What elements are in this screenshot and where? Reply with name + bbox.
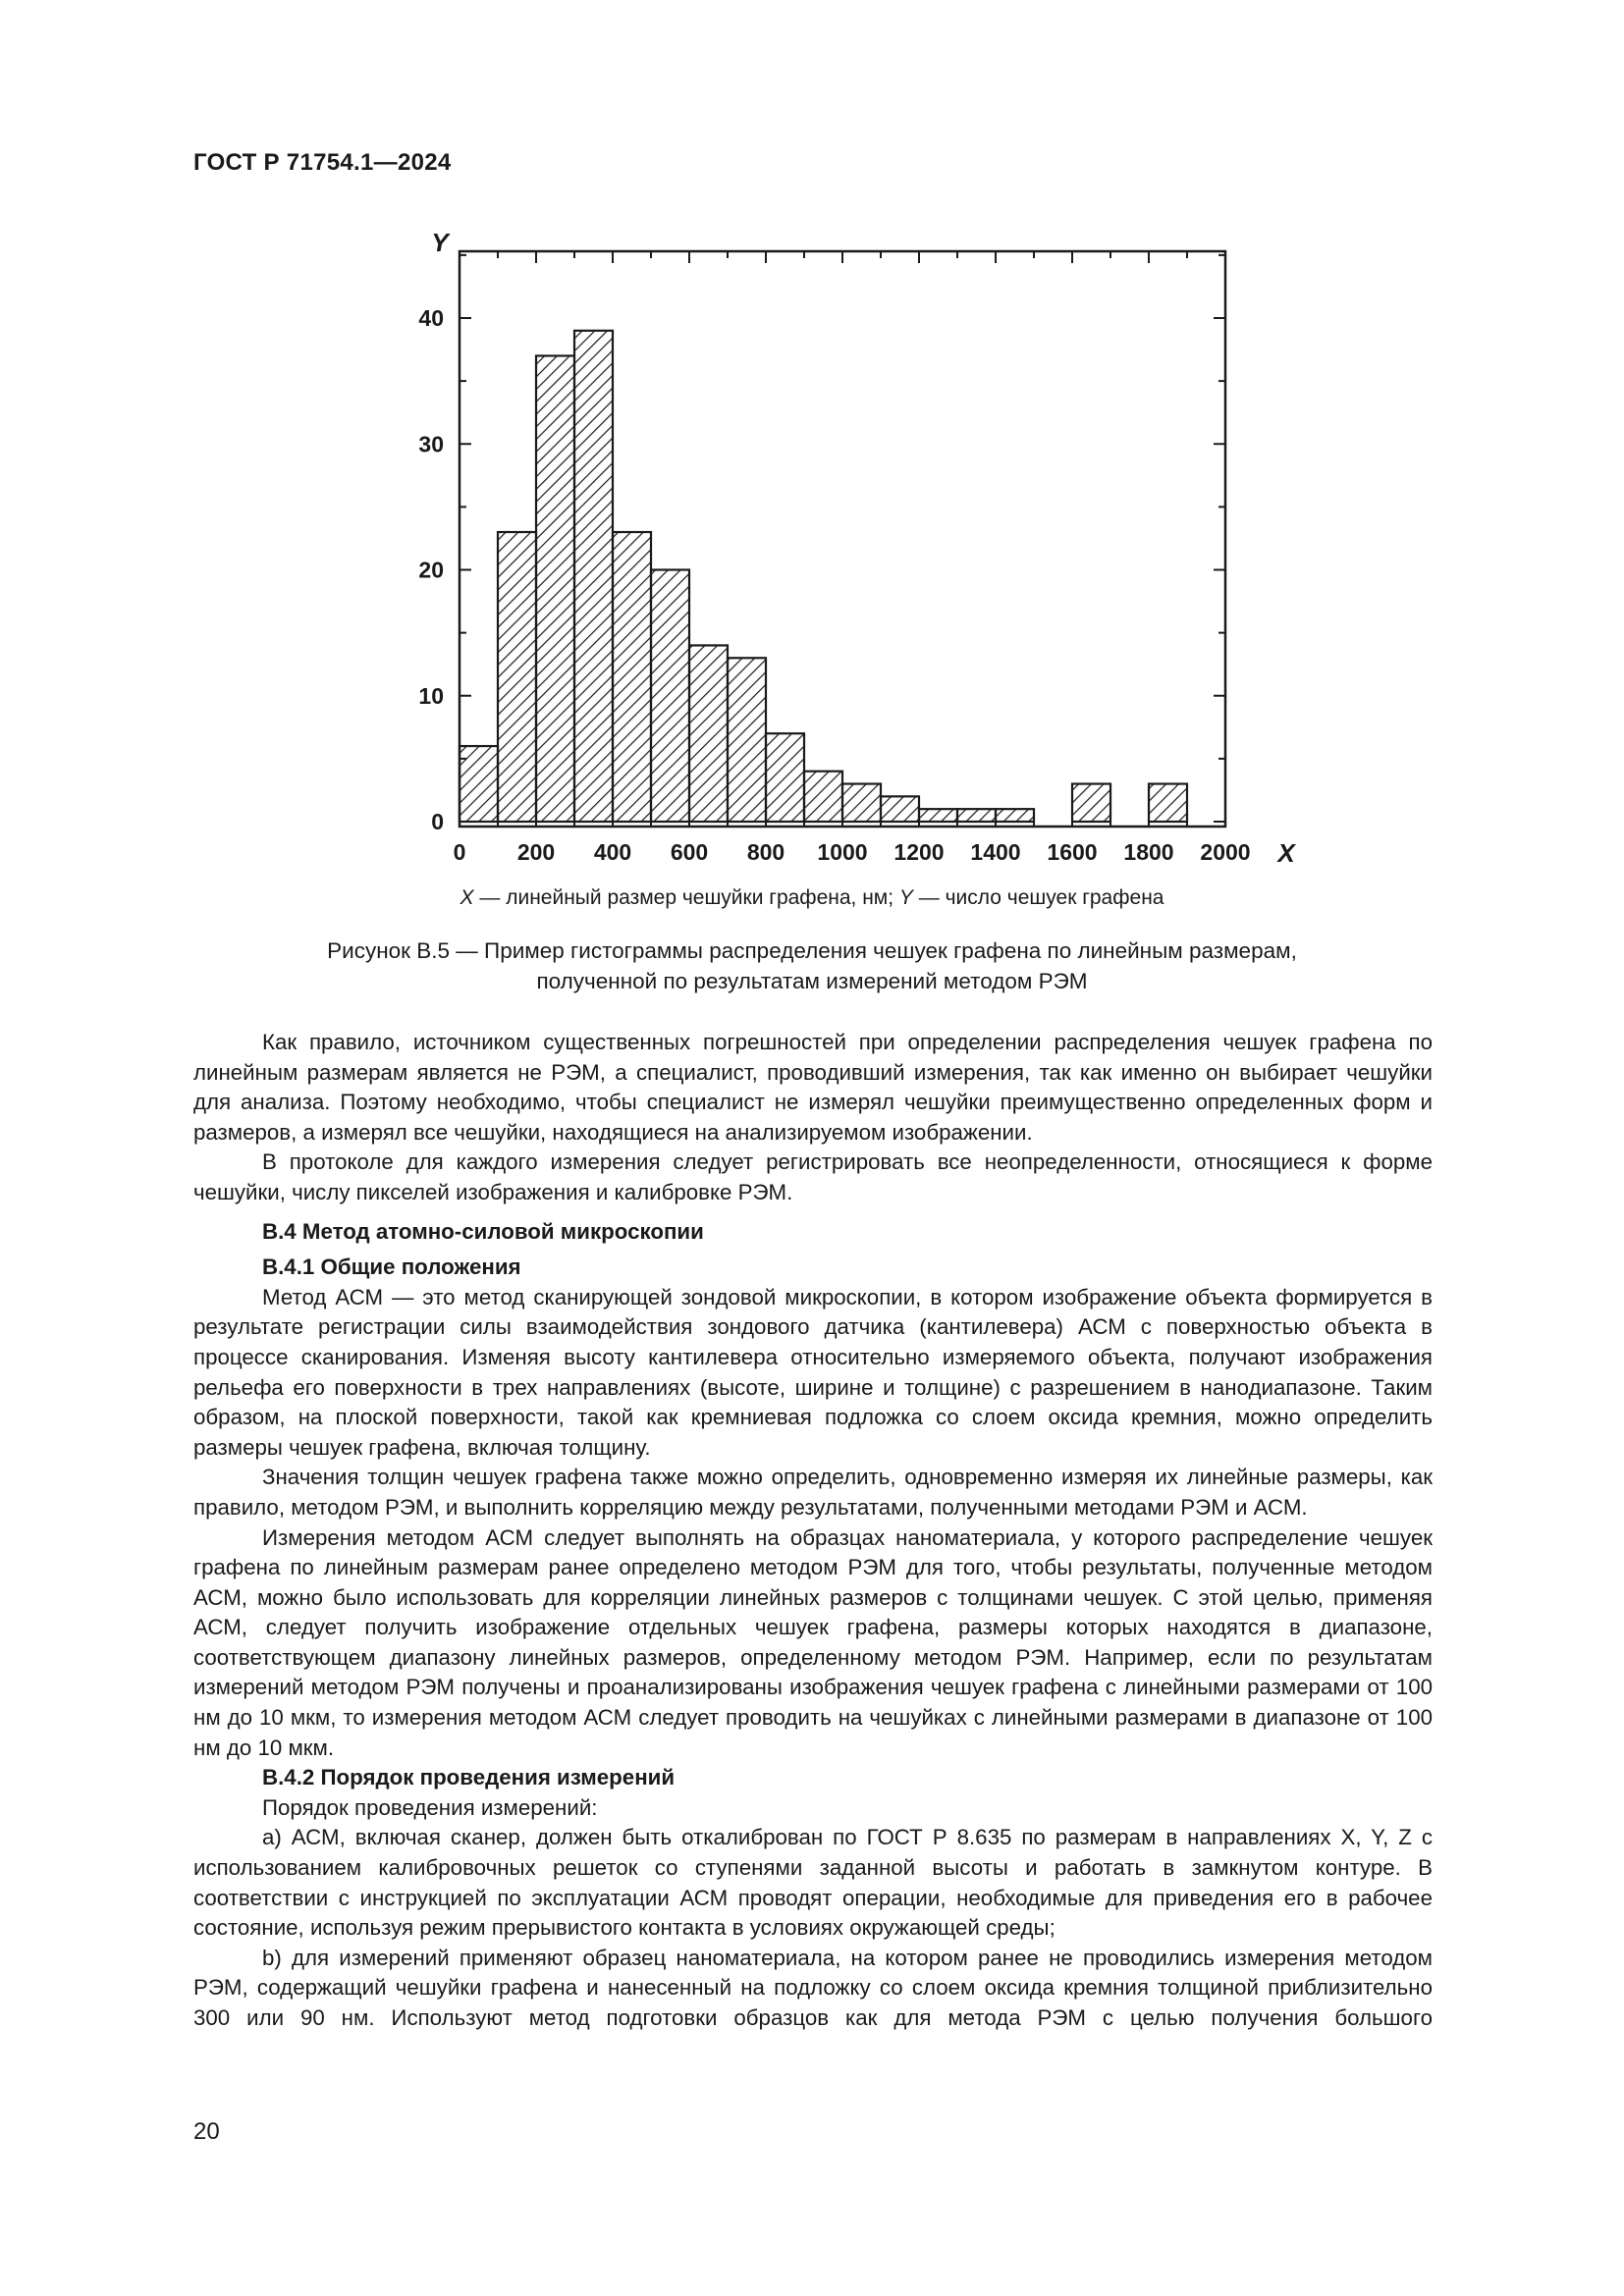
x-tick-label: 1000 [817, 839, 868, 865]
legend-y-text: — число чешуек графена [912, 886, 1164, 909]
paragraph-2: В протоколе для каждого измерения следует регистрировать все неопределенности, относящиеся к форме чешуйки, числу пикселей изображения и калибровке РЭМ. [193, 1149, 1433, 1204]
histogram-bar [574, 331, 613, 822]
x-tick-label: 0 [453, 839, 466, 865]
page-number: 20 [193, 2118, 220, 2145]
figure-caption [0, 935, 1624, 996]
legend-y-symbol: Y [898, 886, 913, 909]
x-tick-label: 600 [670, 839, 709, 865]
histogram-bar [460, 746, 498, 822]
histogram-bar [919, 809, 957, 822]
legend-x-symbol: X [460, 886, 474, 909]
paragraph-1: Как правило, источником существенных погрешностей при определении распределения чешуек графена по линейным размерам является не РЭМ, а специалист, проводивший измерения, так как именно он выбирает чешуйки для анализа. Поэтому необходимо, чтобы специалист не измерял чешуйки преимущественно определенных форм и размеров, а измерял все чешуйки, находящиеся на анализируемом изображении. [193, 1030, 1433, 1145]
paragraph-3: Метод АСМ — это метод сканирующей зондовой микроскопии, в котором изображение объекта формируется в результате регистрации силы взаимодействия зондового датчика (кантилевера) АСМ с поверхностью объекта в процессе сканирования. Изменяя высоту кантилевера относительно измеряемого объекта, получают изображения рельефа его поверхности в трех направлениях (высоте, ширине и толщине) с разрешением в нанодиапазоне. Таким образом, на плоской поверхности, такой как кремниевая подложка со слоем оксида кремния, можно определить размеры чешуек графена, включая толщину. [193, 1284, 1433, 1460]
paragraph-6: Порядок проведения измерений: [262, 1794, 598, 1820]
figure-legend [0, 886, 1624, 910]
x-axis-label: X [1277, 838, 1295, 868]
x-tick-label: 400 [593, 839, 632, 865]
caption-line-1: Рисунок В.5 — Пример гистограммы распределения чешуек графена по линейным размерам, [327, 938, 1297, 963]
histogram-bar [728, 658, 766, 822]
histogram-bar [498, 532, 536, 822]
histogram-bar [842, 784, 881, 822]
paragraph-5: Измерения методом АСМ следует выполнять на образцах наноматериала, у которого распределение чешуек графена по линейным размерам ранее определено методом РЭМ для того, чтобы результаты, полученные методом АСМ, можно было использовать для корреляции линейных размеров с толщинами чешуек. С этой целью, применяя АСМ, следует получить изображение отдельных чешуек графена, размеры которых находятся в диапазоне, соответствующем диапазону линейных размеров, определенному методом РЭМ. Например, если по результатам измерений методом РЭМ получены и проанализированы изображения чешуек графена с линейными размерами от 100 нм до 10 мкм, то измерения методом АСМ следует проводить на чешуйках с линейными размерами в диапазоне от 100 нм до 10 мкм. [193, 1524, 1433, 1760]
paragraph-4: Значения толщин чешуек графена также можно определить, одновременно измеряя их линейные размеры, как правило, методом РЭМ, и выполнить корреляцию между результатами, полученными методами РЭМ и АСМ. [193, 1465, 1433, 1520]
histogram-bar [536, 355, 574, 822]
histogram-bar [957, 809, 996, 822]
y-tick-label: 0 [431, 809, 444, 834]
histogram-bar [613, 532, 651, 822]
body-text [193, 1028, 1433, 2034]
heading-b42: В.4.2 Порядок проведения измерений [262, 1765, 676, 1790]
histogram-bar [766, 733, 804, 822]
paragraph-7: a) АСМ, включая сканер, должен быть откалиброван по ГОСТ Р 8.635 по размерам в направлениях X, Y, Z с использованием калибровочных решеток со ступенями заданной высоты и работать в замкнутом контуре. В соответствии с инструкцией по эксплуатации АСМ проводят операции, необходимые для приведения его в рабочее состояние, используя режим прерывистого контакта в условиях окружающей среды; [193, 1825, 1433, 1941]
x-tick-label: 2000 [1200, 839, 1251, 865]
x-tick-label: 1400 [970, 839, 1021, 865]
histogram-bar [689, 645, 728, 822]
y-tick-label: 10 [418, 682, 444, 709]
caption-line-2: полученной по результатам измерений методом РЭМ [536, 969, 1088, 993]
y-tick-label: 40 [418, 305, 444, 331]
histogram-bar [881, 796, 919, 822]
histogram-bar [804, 772, 842, 822]
histogram-figure [0, 0, 1624, 942]
histogram-chart [0, 0, 1624, 942]
y-tick-label: 30 [418, 431, 444, 457]
legend-x-text: — линейный размер чешуйки графена, нм; [473, 886, 899, 909]
x-tick-label: 1800 [1123, 839, 1174, 865]
x-tick-label: 1200 [893, 839, 945, 865]
histogram-bars [460, 331, 1187, 822]
paragraph-8: b) для измерений применяют образец наноматериала, на котором ранее не проводились измерения методом РЭМ, содержащий чешуйки графена и нанесенный на подложку со слоем оксида кремния толщиной приблизительно 300 или 90 нм. Используют метод подготовки образцов как для метода РЭМ с целью получения большого [193, 1945, 1433, 2030]
histogram-bar [651, 570, 689, 823]
x-tick-label: 800 [746, 839, 785, 865]
x-tick-label: 1600 [1047, 839, 1098, 865]
histogram-bar [1149, 784, 1187, 822]
histogram-bar [1072, 784, 1110, 822]
heading-b4: В.4 Метод атомно-силовой микроскопии [262, 1218, 704, 1244]
heading-b41: В.4.1 Общие положения [262, 1255, 521, 1280]
histogram-bar [996, 809, 1034, 822]
x-tick-label: 200 [516, 839, 556, 865]
document-code: ГОСТ Р 71754.1—2024 [193, 149, 452, 176]
y-axis-label: Y [431, 228, 449, 257]
y-tick-label: 20 [418, 557, 444, 583]
